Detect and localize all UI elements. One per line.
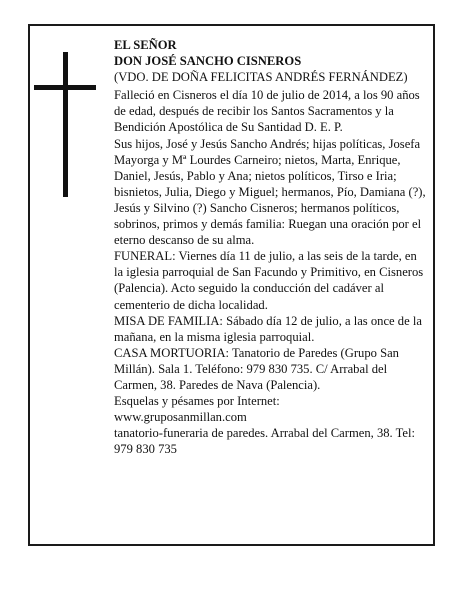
funeral-home-info: CASA MORTUORIA: Tanatorio de Paredes (Grupo San Millán). Sala 1. Teléfono: 979 830 735. C/ Arrabal del Carmen, 38. Paredes de Nava (Palencia). bbox=[114, 345, 399, 392]
website-link[interactable]: www.gruposanmillan.com bbox=[114, 410, 247, 425]
family-members: Sus hijos, José y Jesús Sancho Andrés; hijas políticas, Josefa Mayorga y Mª Lourdes Carneiro; nietos, Marta, Enrique, Daniel, Jesús, Pablo y Ana; nietos políticos, Tirso e Iria; bisnietos, Julia, Diego y Miguel; hermanos, Pío, Damiana (?), Jesús y Silvino (?) Sancho Cisneros; hermanos políticos, sobrinos, primos y demás familia: Ruegan una oración por el eterno descanso de su alma. bbox=[114, 136, 426, 248]
cross-icon bbox=[34, 52, 96, 197]
internet-label: Esquelas y pésames por Internet: bbox=[114, 394, 280, 409]
death-announcement: Falleció en Cisneros el día 10 de julio de 2014, a los 90 años de edad, después de recibir los Santos Sacramentos y la Bendición Apostólica de Su Santidad D. E. P. bbox=[114, 88, 420, 135]
notice-title: EL SEÑOR bbox=[114, 38, 177, 52]
cross-horizontal-bar bbox=[34, 85, 96, 90]
deceased-name: DON JOSÉ SANCHO CISNEROS bbox=[114, 54, 302, 69]
obituary-text bbox=[114, 37, 426, 457]
funeral-info: FUNERAL: Viernes día 11 de julio, a las seis de la tarde, en la iglesia parroquial de San Facundo y Primitivo, en Cisneros (Palencia). Acto seguido la conducción del cadáver al cementerio de dicha localidad. bbox=[114, 249, 424, 312]
funeral-home-address: tanatorio-funeraria de paredes. Arrabal del Carmen, 38. Tel: 979 830 735 bbox=[114, 426, 416, 457]
widower-of: (VDO. DE DOÑA FELICITAS ANDRÉS FERNÁNDEZ) bbox=[114, 70, 408, 85]
family-mass-info: MISA DE FAMILIA: Sábado día 12 de julio, a las once de la mañana, en la misma iglesia parroquial. bbox=[114, 313, 422, 344]
cross-vertical-bar bbox=[63, 52, 68, 197]
